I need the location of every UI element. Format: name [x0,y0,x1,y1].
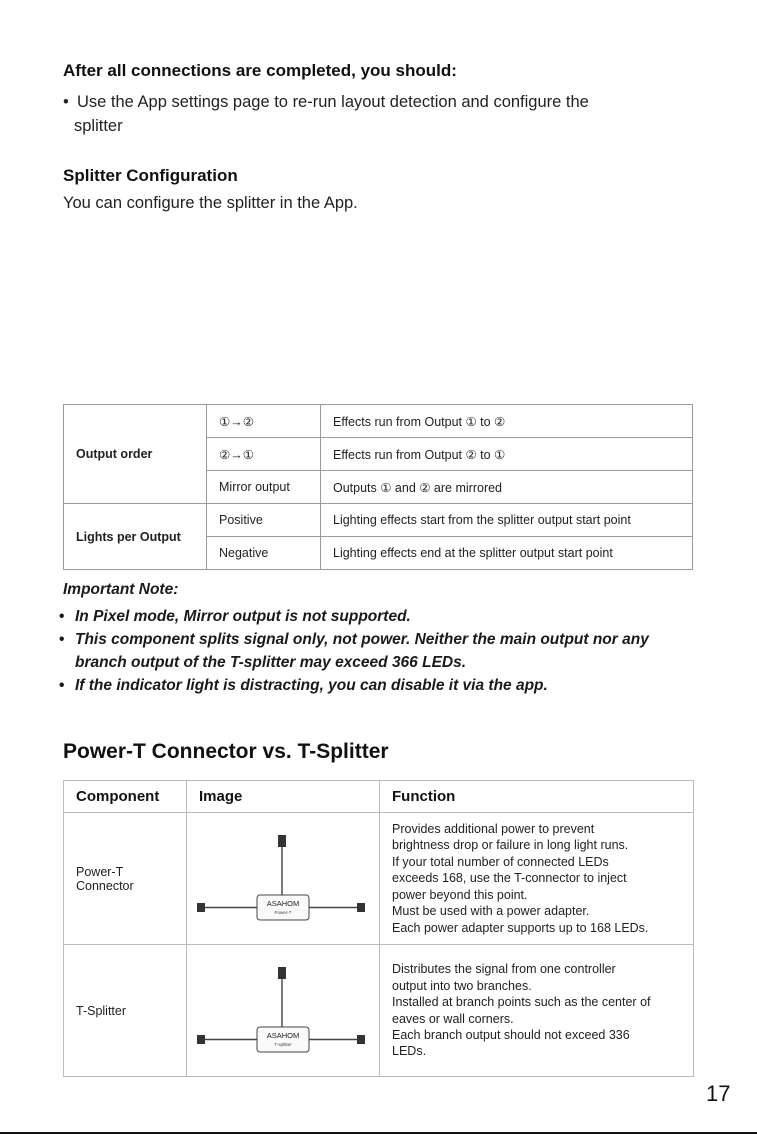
svg-text:ASAHOM: ASAHOM [266,1031,300,1040]
t-splitter-image [187,945,379,1073]
option-cell: Positive [207,504,321,537]
option-cell: ②→① [207,438,321,471]
image-cell [187,945,380,1077]
function-line: Distributes the signal from one controller [392,962,616,977]
list-item [59,651,719,674]
column-header-image: Image [187,781,380,813]
bottom-rule [0,1132,757,1134]
connector-plug-icon [278,967,286,979]
table-row [64,945,694,1077]
intro-bullet [63,90,703,138]
function-line: output into two branches. [392,978,532,993]
splitter-config-text: You can configure the splitter in the App. [63,194,358,212]
function-cell [380,813,694,945]
connector-plug-icon [197,1035,205,1044]
description-cell: Effects run from Output ② to ① [321,438,693,471]
note-text: In Pixel mode, Mirror output is not supported. [75,608,411,625]
column-header-function: Function [380,781,694,813]
note-text: If the indicator light is distracting, you can disable it via the app. [75,677,548,694]
component-name-line1: Power-T [76,864,124,879]
function-line: LEDs. [392,1044,427,1059]
function-line: brightness drop or failure in long light runs. [392,838,629,853]
component-name-line1: T-Splitter [76,1003,127,1018]
list-item [59,674,719,697]
description-cell: Lighting effects start from the splitter output start point [321,504,693,537]
function-line: Each power adapter supports up to 168 LEDs. [392,920,649,935]
column-header-component: Component [64,781,187,813]
function-line: Each branch output should not exceed 336 [392,1027,630,1042]
table-header-row [64,781,694,813]
output-order-label: Output order [64,405,207,504]
list-item [59,605,719,628]
note-text: branch output of the T-splitter may exceed 366 LEDs. [75,654,467,671]
function-line: eaves or wall corners. [392,1011,514,1026]
bullet-icon: • [59,677,65,694]
option-cell: ①→② [207,405,321,438]
power-t-connector-image [187,813,379,941]
intro-bullet-line2: splitter [74,117,123,135]
table-row [64,813,694,945]
lights-per-output-label: Lights per Output [64,504,207,570]
function-line: exceeds 168, use the T-connector to inject [392,871,627,886]
component-cell [64,945,187,1077]
config-table [63,404,693,570]
image-cell [187,813,380,945]
comparison-table [63,780,694,1077]
bullet-icon: • [59,631,65,648]
important-note-title: Important Note: [63,581,179,598]
table-row [64,405,693,438]
description-cell: Effects run from Output ① to ② [321,405,693,438]
page-number: 17 [706,1081,731,1106]
list-item [59,628,719,651]
function-line: Provides additional power to prevent [392,822,595,837]
function-line: If your total number of connected LEDs [392,854,609,869]
connector-plug-icon [357,903,365,912]
svg-text:Power-T: Power-T [274,910,292,915]
component-name-line2: Connector [76,878,134,893]
component-cell [64,813,187,945]
connector-plug-icon [278,835,286,847]
function-line: Installed at branch points such as the center of [392,995,651,1010]
connector-plug-icon [357,1035,365,1044]
bullet-icon: • [59,608,65,625]
description-cell: Lighting effects end at the splitter output start point [321,537,693,570]
note-text: This component splits signal only, not power. Neither the main output nor any [75,631,649,648]
bullet-icon: • [63,93,69,111]
description-cell: Outputs ① and ② are mirrored [321,471,693,504]
intro-heading: After all connections are completed, you should: [63,61,457,80]
function-line: power beyond this point. [392,887,528,902]
important-note-list [59,605,719,697]
comparison-heading: Power-T Connector vs. T-Splitter [63,740,389,763]
svg-text:ASAHOM: ASAHOM [266,899,300,908]
intro-bullet-line1: Use the App settings page to re-run layout detection and configure the [77,93,589,111]
connector-plug-icon [197,903,205,912]
function-cell [380,945,694,1077]
splitter-config-heading: Splitter Configuration [63,166,238,185]
svg-text:T-splitter: T-splitter [274,1042,292,1047]
option-cell: Mirror output [207,471,321,504]
function-line: Must be used with a power adapter. [392,904,590,919]
option-cell: Negative [207,537,321,570]
table-row [64,504,693,537]
